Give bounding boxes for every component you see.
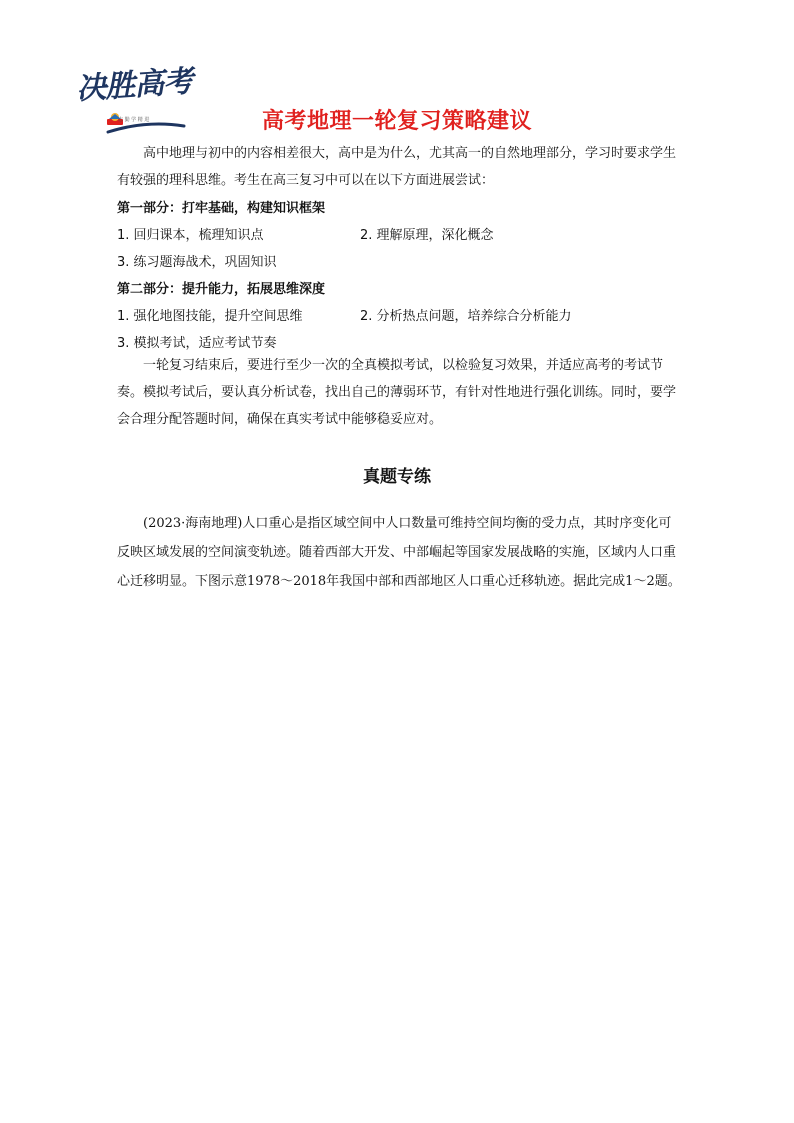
intro-paragraph: 高中地理与初中的内容相差很大，高中是为什么，尤其高一的自然地理部分，学习时要求学生有较强的理科思维。考生在高三复习中可以在以下方面进展尝试： xyxy=(117,146,677,188)
part2-item-1: 1. 强化地图技能，提升空间思维 xyxy=(117,309,303,324)
part2-item-2: 2. 分析热点问题，培养综合分析能力 xyxy=(360,309,572,324)
part1-item-2: 2. 理解原理，深化概念 xyxy=(360,228,494,243)
part1-item-3: 3. 练习题海战术，巩固知识 xyxy=(117,255,277,270)
part2-item-3: 3. 模拟考试，适应考试节奏 xyxy=(117,336,277,351)
logo-subtext: 志 勤 学 精 进 xyxy=(118,117,150,123)
part2-heading: 第二部分：提升能力，拓展思维深度 xyxy=(117,282,326,297)
logo-text: 决胜高考 xyxy=(75,63,194,107)
section-title: 真题专练 xyxy=(363,467,431,487)
part1-item-1: 1. 回归课本，梳理知识点 xyxy=(117,228,264,243)
question-paragraph: (2023·海南地理)人口重心是指区域空间中人口数量可维持空间均衡的受力点，其时序变化可反映区域发展的空间演变轨迹。随着西部大开发、中部崛起等国家发展战略的实施，区域内人口重心迁移明显。下图示意1978～2018年我国中部和西部地区人口重心迁移轨迹。据此完成1～2题。 xyxy=(117,516,681,589)
page-title: 高考地理一轮复习策略建议 xyxy=(261,109,532,134)
mock-exam-paragraph: 一轮复习结束后，要进行至少一次的全真模拟考试，以检验复习效果，并适应高考的考试节奏。模拟考试后，要认真分析试卷，找出自己的薄弱环节，有针对性地进行强化训练。同时，要学会合理分配答题时间，确保在真实考试中能够稳妥应对。 xyxy=(117,358,677,427)
part1-heading: 第一部分：打牢基础，构建知识框架 xyxy=(117,201,326,216)
